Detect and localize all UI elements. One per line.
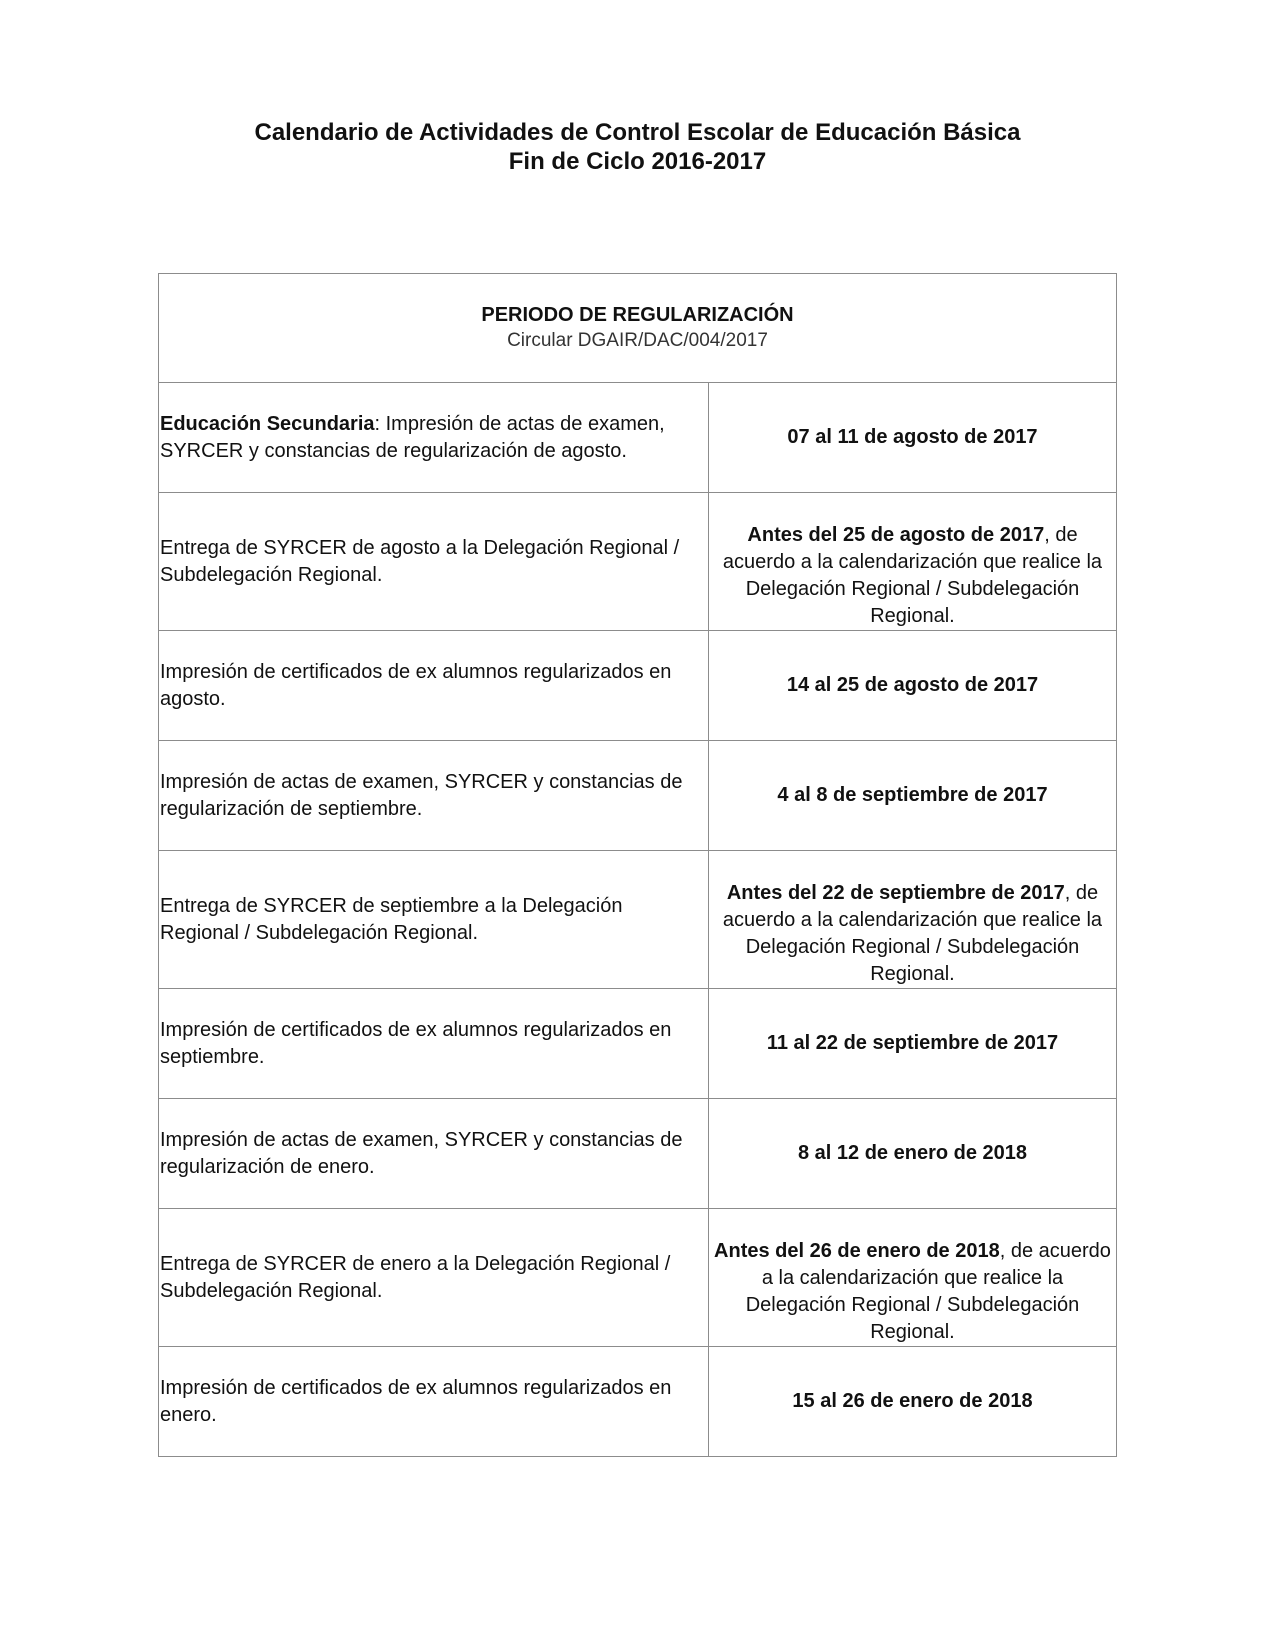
table-row [159,989,1117,1099]
circular-reference: Circular DGAIR/DAC/004/2017 [507,330,768,351]
date-cell [709,851,1117,989]
date-note: , de acuerdo a la calendarización que realice la Delegación Regional / Subdelegación Regional. [722,882,1103,985]
date-cell [709,989,1117,1099]
activity-cell [159,493,709,631]
table-row [159,383,1117,493]
date-cell [709,741,1117,851]
table-row [159,1347,1117,1457]
activity-text: : Impresión de actas de examen, SYRCER y constancias de regularización de agosto. [160,412,665,462]
date-range: Antes del 26 de enero de 2018 [714,1240,1000,1262]
date-cell [709,1209,1117,1347]
date-note: , de acuerdo a la calendarización que realice la Delegación Regional / Subdelegación Regional. [722,524,1103,627]
table-header-row [159,274,1117,383]
activity-cell [159,741,709,851]
activity-level-label: Educación Secundaria [160,412,375,435]
title-line-1: Calendario de Actividades de Control Escolar de Educación Básica [254,119,1021,146]
table-row [159,1099,1117,1209]
date-range: 11 al 22 de septiembre de 2017 [766,1032,1059,1054]
activity-cell [159,383,709,493]
activity-cell [159,851,709,989]
document-title [0,118,1275,176]
table-row [159,631,1117,741]
activity-text: Impresión de certificados de ex alumnos regularizados en enero. [160,1376,672,1426]
date-cell [709,493,1117,631]
activity-cell [159,1209,709,1347]
section-title: PERIODO DE REGULARIZACIÓN [481,304,794,326]
activity-cell [159,1099,709,1209]
date-range: 15 al 26 de enero de 2018 [792,1390,1033,1412]
regularization-schedule-table [158,273,1117,1457]
table-row [159,851,1117,989]
table-row [159,741,1117,851]
activity-cell [159,989,709,1099]
activity-cell [159,1347,709,1457]
activity-text: Entrega de SYRCER de agosto a la Delegación Regional / Subdelegación Regional. [160,536,680,586]
activity-text: Impresión de certificados de ex alumnos regularizados en agosto. [160,660,672,710]
table-row [159,1209,1117,1347]
activity-text: Impresión de actas de examen, SYRCER y constancias de regularización de enero. [160,1128,683,1178]
activity-text: Entrega de SYRCER de enero a la Delegación Regional / Subdelegación Regional. [160,1252,671,1302]
table-row [159,493,1117,631]
activity-text: Impresión de certificados de ex alumnos regularizados en septiembre. [160,1018,672,1068]
date-range: 07 al 11 de agosto de 2017 [787,426,1038,448]
activity-text: Impresión de actas de examen, SYRCER y constancias de regularización de septiembre. [160,770,683,820]
date-cell [709,383,1117,493]
activity-cell [159,631,709,741]
date-cell [709,1347,1117,1457]
title-line-2: Fin de Ciclo 2016-2017 [508,148,767,175]
date-cell [709,1099,1117,1209]
date-range: Antes del 25 de agosto de 2017 [747,524,1045,546]
table-header-cell [159,274,1117,383]
date-cell [709,631,1117,741]
date-range: 8 al 12 de enero de 2018 [797,1142,1028,1164]
activity-text: Entrega de SYRCER de septiembre a la Delegación Regional / Subdelegación Regional. [160,894,623,944]
date-range: Antes del 22 de septiembre de 2017 [726,882,1065,904]
date-range: 4 al 8 de septiembre de 2017 [777,784,1048,806]
date-note: , de acuerdo a la calendarización que realice la Delegación Regional / Subdelegación Regional. [745,1240,1111,1343]
date-range: 14 al 25 de agosto de 2017 [786,674,1039,696]
